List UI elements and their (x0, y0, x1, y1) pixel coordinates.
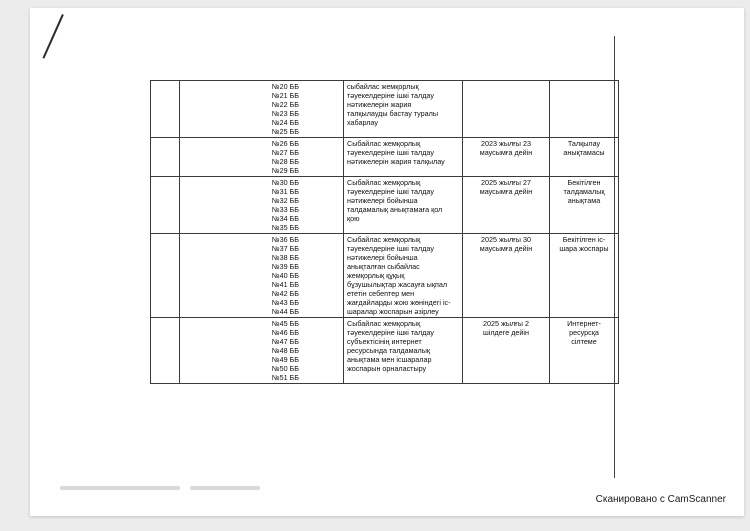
action-plan-table (150, 80, 619, 384)
action-cell (344, 177, 463, 234)
table-body (151, 81, 619, 384)
table-row (151, 81, 619, 138)
row-code: №20 ББ (271, 82, 299, 91)
row-code: №43 ББ (271, 298, 299, 307)
result-text: Талқылау анықтамасы (563, 139, 605, 157)
row-code: №45 ББ (271, 319, 299, 328)
row-code: №51 ББ (271, 373, 299, 382)
row-code: №26 ББ (271, 139, 299, 148)
row-code: №29 ББ (271, 166, 299, 175)
deadline-text: 2023 жылғы 23 маусымға дейін (479, 139, 533, 157)
result-cell (550, 234, 619, 318)
table-row (151, 177, 619, 234)
row-code: №47 ББ (271, 337, 299, 346)
table-row (151, 318, 619, 384)
camscanner-watermark: Сканировано с CamScanner (595, 494, 726, 505)
blank-cell (151, 138, 180, 177)
row-code: №50 ББ (271, 364, 299, 373)
action-cell (344, 234, 463, 318)
row-code: №28 ББ (271, 157, 299, 166)
row-code: №40 ББ (271, 271, 299, 280)
row-code: №23 ББ (271, 109, 299, 118)
action-text: Сыбайлас жемқорлық тәуекелдеріне ішкі талдау нәтижелерін жария талқылау (347, 139, 445, 166)
row-code: №27 ББ (271, 148, 299, 157)
row-code: №32 ББ (271, 196, 299, 205)
result-text: Бекітілген талдамалық анықтама (563, 178, 605, 205)
action-text: сыбайлас жемқорлық тәуекелдеріне ішкі талдау нәтижелерін жария талқылауды бастау туралы хабарлау (347, 82, 439, 127)
row-code: №33 ББ (271, 205, 299, 214)
row-code: №38 ББ (271, 253, 299, 262)
code-cell (180, 138, 344, 177)
row-code: №46 ББ (271, 328, 299, 337)
result-text: Интернет- ресурсқа сілтеме (567, 319, 601, 346)
table-row (151, 138, 619, 177)
deadline-text: 2025 жылғы 27 маусымға дейін (479, 178, 533, 196)
action-text: Сыбайлас жемқорлық тәуекелдеріне ішкі талдау нәтижелері бойынша анықталған сыбайлас жемқорлық құқық бұзушылықтар жасауға ықпал ететін себептер мен жағдайларды жою жөніндегі іс- шаралар жоспарын әзірлеу (347, 235, 451, 316)
code-cell (180, 318, 344, 384)
row-code: №24 ББ (271, 118, 299, 127)
result-cell (550, 318, 619, 384)
row-code: №34 ББ (271, 214, 299, 223)
code-cell (180, 177, 344, 234)
table-row (151, 234, 619, 318)
row-code: №41 ББ (271, 280, 299, 289)
row-code: №35 ББ (271, 223, 299, 232)
row-code: №39 ББ (271, 262, 299, 271)
code-cell (180, 234, 344, 318)
blank-cell (151, 318, 180, 384)
row-code: №37 ББ (271, 244, 299, 253)
result-cell (550, 81, 619, 138)
deadline-text: 2025 жылғы 2 шілдеге дейін (483, 319, 529, 337)
row-code: №30 ББ (271, 178, 299, 187)
row-code: №42 ББ (271, 289, 299, 298)
deadline-cell (463, 177, 550, 234)
row-code: №44 ББ (271, 307, 299, 316)
row-code: №49 ББ (271, 355, 299, 364)
blank-cell (151, 234, 180, 318)
row-code: №31 ББ (271, 187, 299, 196)
deadline-cell (463, 318, 550, 384)
deadline-cell (463, 81, 550, 138)
row-code: №21 ББ (271, 91, 299, 100)
deadline-cell (463, 138, 550, 177)
blank-cell (151, 177, 180, 234)
row-code: №48 ББ (271, 346, 299, 355)
result-text: Бекітілген іс- шара жоспары (559, 235, 609, 253)
row-code: №22 ББ (271, 100, 299, 109)
faded-footer-text (190, 486, 260, 490)
deadline-text: 2025 жылғы 30 маусымға дейін (479, 235, 533, 253)
row-code: №25 ББ (271, 127, 299, 136)
row-code: №36 ББ (271, 235, 299, 244)
action-text: Сыбайлас жемқорлық тәуекелдеріне ішкі талдау нәтижелері бойынша талдамалық анықтамаға қол қою (347, 178, 443, 223)
result-cell (550, 177, 619, 234)
action-text: Сыбайлас жемқорлық тәуекелдеріне ішкі талдау субъектісінің интернет ресурсында талдамалық анықтама мен ісшаралар жоспарын орналастыру (347, 319, 434, 373)
action-cell (344, 318, 463, 384)
deadline-cell (463, 234, 550, 318)
faded-footer-text (60, 486, 180, 490)
blank-cell (151, 81, 180, 138)
action-cell (344, 81, 463, 138)
result-cell (550, 138, 619, 177)
code-cell (180, 81, 344, 138)
action-cell (344, 138, 463, 177)
